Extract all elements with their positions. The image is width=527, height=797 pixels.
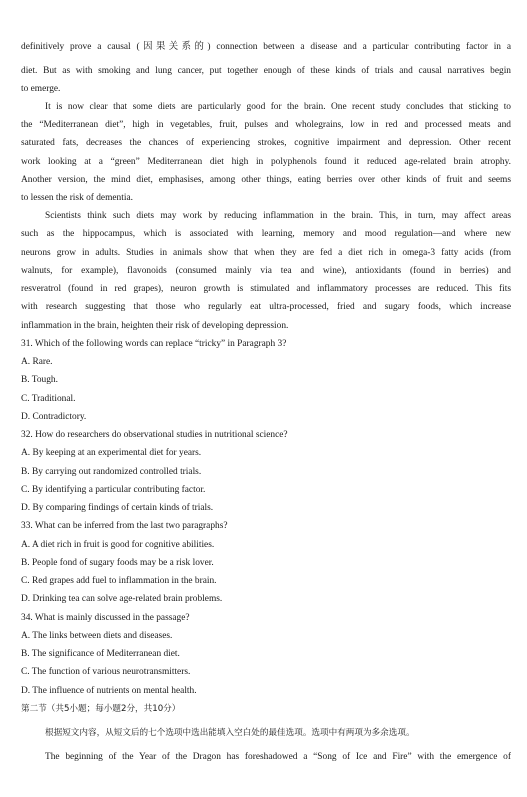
question-option: D. The influence of nutrients on mental health. <box>21 686 197 696</box>
question-option: B. Tough. <box>21 375 58 385</box>
passage-line: diet. But as with smoking and lung cancer, put together enough of these kinds of trials and causal narratives begin <box>21 66 511 76</box>
passage-line: It is now clear that some diets are particularly good for the brain. One recent study concludes that sticking to <box>45 102 511 112</box>
passage-line: walnuts, for example), flavonoids (consumed mainly via tea and wine), antioxidants (found in berries) and <box>21 266 511 276</box>
question-option: A. Rare. <box>21 357 53 367</box>
question-option: D. Contradictory. <box>21 412 87 422</box>
passage-line: the “Mediterranean diet”, high in vegetables, fruit, pulses and wholegrains, low in red and processed meats and <box>21 120 511 130</box>
question-option: C. Traditional. <box>21 394 76 404</box>
passage-line: with research suggesting that those who regularly eat ultra-processed, fried and sugary foods, which increase <box>21 302 511 312</box>
question-stem: 33. What can be inferred from the last two paragraphs? <box>21 521 228 531</box>
passage-line: work looking at a “green” Mediterranean diet high in polyphenols found it reduced age-related brain atrophy. <box>21 157 511 167</box>
passage-line: The beginning of the Year of the Dragon has foreshadowed a “Song of Ice and Fire” with the emergence of <box>45 752 511 762</box>
passage-line: to lessen the risk of dementia. <box>21 193 133 203</box>
question-option: B. The significance of Mediterranean diet. <box>21 649 180 659</box>
question-option: B. People fond of sugary foods may be a risk lover. <box>21 558 214 568</box>
passage-line: such as the hippocampus, which is associated with learning, memory and mood regulation—and where new <box>21 229 511 239</box>
passage-line: to emerge. <box>21 84 61 94</box>
question-option: C. The function of various neurotransmitters. <box>21 667 191 677</box>
passage-line: definitively prove a causal (因果关系的) connection between a disease and a particular contributing factor in a <box>21 42 511 52</box>
question-stem: 34. What is mainly discussed in the passage? <box>21 613 190 623</box>
passage-line: saturated fats, decreases the chances of experiencing strokes, cognitive impairment and depression. Other recent <box>21 138 511 148</box>
question-option: D. Drinking tea can solve age-related brain problems. <box>21 594 223 604</box>
question-option: C. By identifying a particular contributing factor. <box>21 485 206 495</box>
passage-line: inflammation in the brain, heighten their risk of developing depression. <box>21 321 289 331</box>
question-option: A. The links between diets and diseases. <box>21 631 173 641</box>
question-stem: 32. How do researchers do observational studies in nutritional science? <box>21 430 288 440</box>
passage-line: Scientists think such diets may work by reducing inflammation in the brain. This, in turn, may affect areas <box>45 211 511 221</box>
passage-line: neurons grow in adults. Studies in animals show that when they are fed a diet rich in omega-3 fatty acids (from <box>21 248 511 258</box>
question-option: B. By carrying out randomized controlled trials. <box>21 467 202 477</box>
question-option: A. By keeping at an experimental diet for years. <box>21 448 202 458</box>
question-option: D. By comparing findings of certain kinds of trials. <box>21 503 214 513</box>
passage-line: Another version, the mind diet, emphasises, among other things, eating berries over other kinds of fruit and seems <box>21 175 511 185</box>
question-option: C. Red grapes add fuel to inflammation in the brain. <box>21 576 217 586</box>
section-instruction: 根据短文内容，从短文后的七个选项中选出能填入空白处的最佳选项。选项中有两项为多余选项。 <box>45 728 415 738</box>
question-stem: 31. Which of the following words can replace “tricky” in Paragraph 3? <box>21 339 287 349</box>
question-option: A. A diet rich in fruit is good for cognitive abilities. <box>21 540 215 550</box>
passage-line: resveratrol (found in red grapes), neuron growth is stimulated and inflammatory processes are reduced. This fits <box>21 284 511 294</box>
section-heading: 第二节（共5小题；每小题2分，共10分） <box>21 704 181 714</box>
